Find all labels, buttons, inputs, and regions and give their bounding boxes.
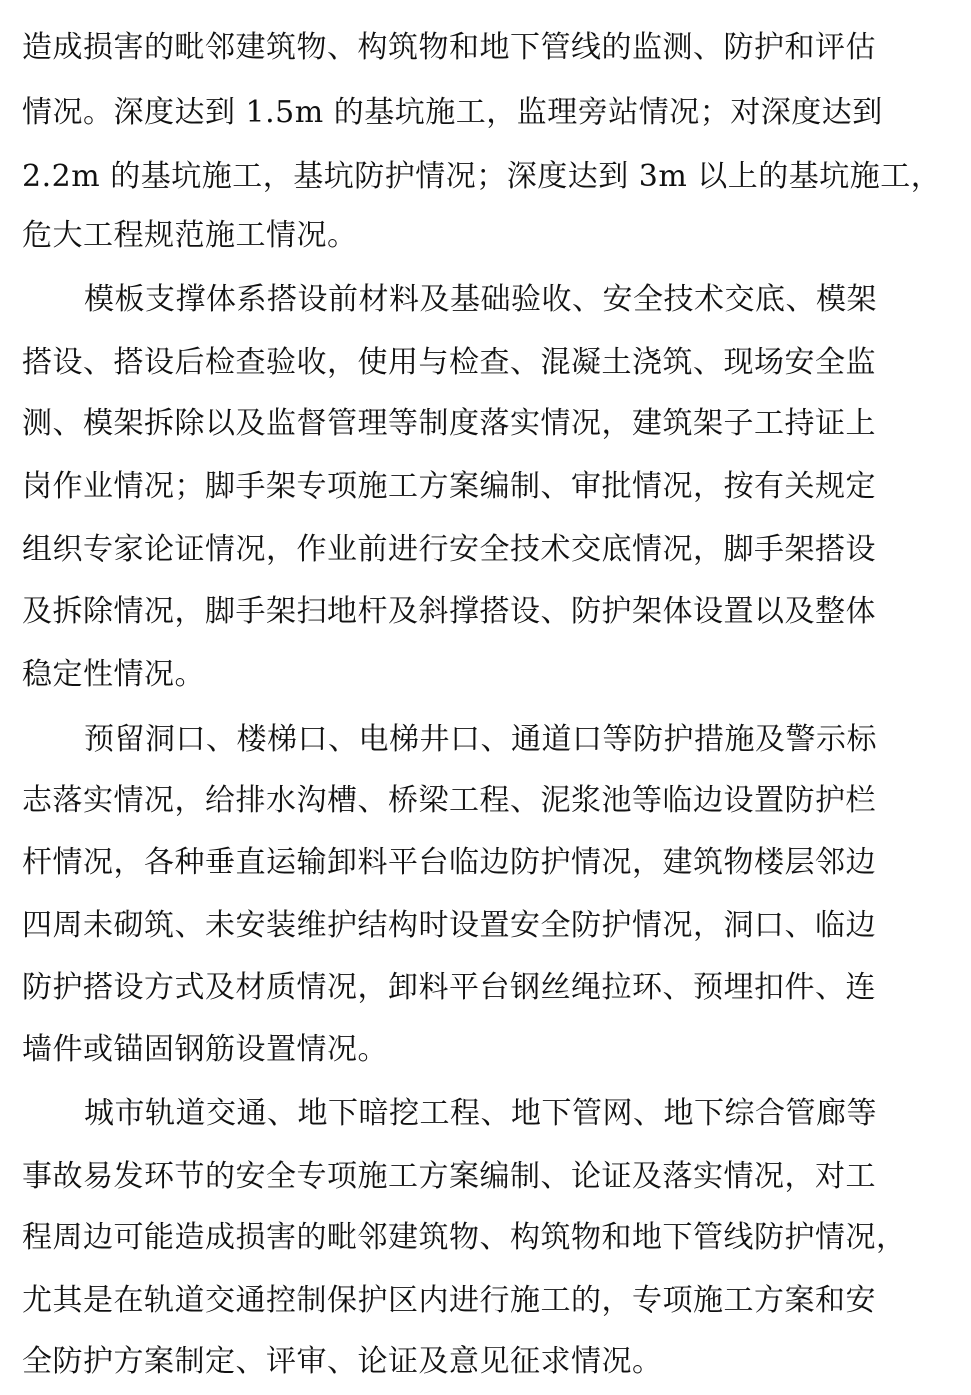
text-line: 及拆除情况，脚手架扫地杆及斜撑搭设、防护架体设置以及整体: [22, 594, 876, 629]
text-line: 模板支撑体系搭设前材料及基础验收、安全技术交底、模架: [84, 282, 877, 317]
text-line: 测、模架拆除以及监督管理等制度落实情况，建筑架子工持证上: [22, 406, 876, 441]
text-line: 程周边可能造成损害的毗邻建筑物、构筑物和地下管线防护情况，: [22, 1220, 907, 1255]
text-line: 志落实情况，给排水沟槽、桥梁工程、泥浆池等临边设置防护栏: [22, 783, 876, 818]
text-line: 预留洞口、楼梯口、电梯井口、通道口等防护措施及警示标: [84, 722, 877, 757]
text-line: 造成损害的毗邻建筑物、构筑物和地下管线的监测、防护和评估: [22, 30, 876, 65]
text-line: 墙件或锚固钢筋设置情况。: [22, 1032, 388, 1067]
text-line: 情况。深度达到 1.5m 的基坑施工，监理旁站情况；对深度达到: [22, 95, 883, 130]
text-line: 岗作业情况；脚手架专项施工方案编制、审批情况，按有关规定: [22, 469, 876, 504]
text-line: 2.2m 的基坑施工，基坑防护情况；深度达到 3m 以上的基坑施工，: [22, 159, 942, 194]
text-line: 事故易发环节的安全专项施工方案编制、论证及落实情况，对工: [22, 1159, 876, 1194]
text-line: 城市轨道交通、地下暗挖工程、地下管网、地下综合管廊等: [84, 1096, 877, 1131]
text-line: 杆情况，各种垂直运输卸料平台临边防护情况，建筑物楼层邻边: [22, 845, 876, 880]
text-line: 四周未砌筑、未安装维护结构时设置安全防护情况，洞口、临边: [22, 908, 876, 943]
text-line: 全防护方案制定、评审、论证及意见征求情况。: [22, 1344, 663, 1379]
text-line: 搭设、搭设后检查验收，使用与检查、混凝土浇筑、现场安全监: [22, 345, 876, 380]
text-line: 组织专家论证情况，作业前进行安全技术交底情况，脚手架搭设: [22, 532, 876, 567]
text-line: 尤其是在轨道交通控制保护区内进行施工的，专项施工方案和安: [22, 1283, 876, 1318]
text-line: 稳定性情况。: [22, 657, 205, 692]
text-line: 防护搭设方式及材质情况，卸料平台钢丝绳拉环、预埋扣件、连: [22, 970, 876, 1005]
text-line: 危大工程规范施工情况。: [22, 218, 358, 253]
